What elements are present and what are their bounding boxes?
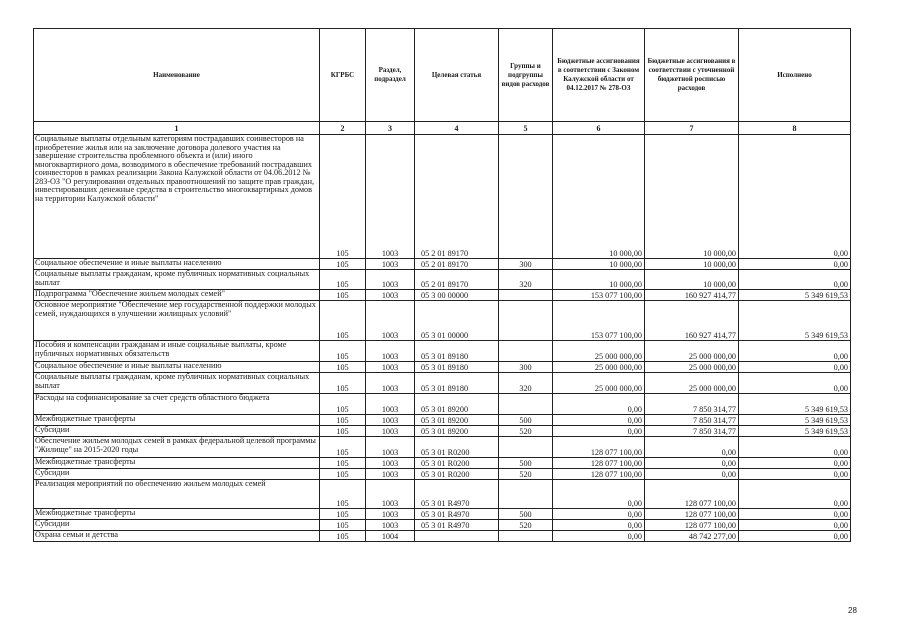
row-razdel: 1003 — [366, 301, 415, 341]
row-utochnennaya-amount: 48 742 277,00 — [645, 531, 739, 542]
row-celevaya-statya: 05 3 01 R4970 — [415, 509, 499, 520]
table-row — [34, 270, 851, 290]
row-ispolneno-amount: 0,00 — [739, 437, 851, 458]
row-ispolneno-amount: 5 349 619,53 — [739, 290, 851, 301]
table-row — [34, 394, 851, 415]
row-zakon-amount: 0,00 — [553, 426, 645, 437]
table-body — [34, 135, 851, 542]
row-utochnennaya-amount: 128 077 100,00 — [645, 480, 739, 509]
row-name: Подпрограмма "Обеспечение жильем молодых семей" — [34, 290, 320, 301]
row-kgrbs: 105 — [320, 373, 366, 394]
row-name: Социальное обеспечение и иные выплаты населению — [34, 362, 320, 373]
row-utochnennaya-amount: 25 000 000,00 — [645, 373, 739, 394]
column-number: 8 — [739, 122, 851, 135]
row-zakon-amount: 10 000,00 — [553, 135, 645, 259]
row-ispolneno-amount: 0,00 — [739, 520, 851, 531]
column-number: 4 — [415, 122, 499, 135]
row-vid-raskhodov: 520 — [499, 520, 553, 531]
row-celevaya-statya: 05 3 00 00000 — [415, 290, 499, 301]
row-kgrbs: 105 — [320, 520, 366, 531]
row-vid-raskhodov: 520 — [499, 469, 553, 480]
row-ispolneno-amount: 5 349 619,53 — [739, 301, 851, 341]
row-ispolneno-amount: 0,00 — [739, 135, 851, 259]
row-vid-raskhodov — [499, 341, 553, 362]
header-celevaya: Целевая статья — [415, 29, 499, 122]
row-name: Социальные выплаты гражданам, кроме публичных нормативных социальных выплат — [34, 270, 320, 290]
row-vid-raskhodov — [499, 290, 553, 301]
row-kgrbs: 105 — [320, 394, 366, 415]
row-vid-raskhodov — [499, 480, 553, 509]
row-ispolneno-amount: 0,00 — [739, 509, 851, 520]
column-number: 6 — [553, 122, 645, 135]
row-celevaya-statya: 05 3 01 89180 — [415, 362, 499, 373]
row-zakon-amount: 0,00 — [553, 509, 645, 520]
row-ispolneno-amount: 0,00 — [739, 480, 851, 509]
row-zakon-amount: 153 077 100,00 — [553, 290, 645, 301]
row-vid-raskhodov: 500 — [499, 415, 553, 426]
row-celevaya-statya: 05 3 01 R0200 — [415, 469, 499, 480]
row-kgrbs: 105 — [320, 509, 366, 520]
row-vid-raskhodov: 500 — [499, 458, 553, 469]
row-celevaya-statya: 05 3 01 89180 — [415, 373, 499, 394]
table-row — [34, 531, 851, 542]
row-razdel: 1003 — [366, 458, 415, 469]
row-kgrbs: 105 — [320, 270, 366, 290]
header-ispolneno: Исполнено — [739, 29, 851, 122]
row-kgrbs: 105 — [320, 259, 366, 270]
row-utochnennaya-amount: 128 077 100,00 — [645, 509, 739, 520]
row-celevaya-statya: 05 3 01 R4970 — [415, 520, 499, 531]
budget-table-sheet — [33, 28, 851, 542]
row-utochnennaya-amount: 0,00 — [645, 458, 739, 469]
row-zakon-amount: 128 077 100,00 — [553, 437, 645, 458]
row-razdel: 1003 — [366, 520, 415, 531]
row-ispolneno-amount: 0,00 — [739, 259, 851, 270]
row-name: Социальное обеспечение и иные выплаты населению — [34, 259, 320, 270]
row-celevaya-statya: 05 3 01 R0200 — [415, 458, 499, 469]
header-row — [34, 29, 851, 122]
row-razdel: 1003 — [366, 341, 415, 362]
row-name: Охрана семьи и детства — [34, 531, 320, 542]
row-ispolneno-amount: 0,00 — [739, 531, 851, 542]
table-row — [34, 290, 851, 301]
row-ispolneno-amount: 5 349 619,53 — [739, 394, 851, 415]
row-zakon-amount: 153 077 100,00 — [553, 301, 645, 341]
row-razdel: 1003 — [366, 394, 415, 415]
row-vid-raskhodov: 500 — [499, 509, 553, 520]
row-celevaya-statya: 05 3 01 R4970 — [415, 480, 499, 509]
column-number: 1 — [34, 122, 320, 135]
row-utochnennaya-amount: 10 000,00 — [645, 135, 739, 259]
table-row — [34, 301, 851, 341]
header-vid: Группы и подгруппы видов расходов — [499, 29, 553, 122]
row-razdel: 1003 — [366, 426, 415, 437]
row-utochnennaya-amount: 7 850 314,77 — [645, 426, 739, 437]
row-utochnennaya-amount: 7 850 314,77 — [645, 394, 739, 415]
row-vid-raskhodov — [499, 437, 553, 458]
table-row — [34, 437, 851, 458]
table-row — [34, 373, 851, 394]
row-celevaya-statya: 05 2 01 89170 — [415, 135, 499, 259]
row-zakon-amount: 25 000 000,00 — [553, 341, 645, 362]
row-zakon-amount: 0,00 — [553, 394, 645, 415]
row-razdel: 1003 — [366, 290, 415, 301]
column-number: 2 — [320, 122, 366, 135]
row-celevaya-statya: 05 2 01 89170 — [415, 270, 499, 290]
table-row — [34, 415, 851, 426]
table-row — [34, 135, 851, 259]
table-row — [34, 520, 851, 531]
row-zakon-amount: 25 000 000,00 — [553, 362, 645, 373]
column-number-row — [34, 122, 851, 135]
table-row — [34, 469, 851, 480]
row-name: Социальные выплаты отдельным категориям пострадавших соинвесторов на приобретение жилья или на заключение договора долевого участия на завершение строительства проблемного объекта и (или) иного многоквартирного дома, возводимого в обеспечение требований пострадавших соинвесторов в рамках реализации Закона Калужской области от 04.06.2012 № 283-ОЗ "О регулировании отдельных правоотношений по защите прав граждан, инвестировавших денежные средства в строительство многоквартирных домов на территории Калужской области" — [34, 135, 320, 259]
row-celevaya-statya — [415, 531, 499, 542]
row-zakon-amount: 0,00 — [553, 480, 645, 509]
row-name: Межбюджетные трансферты — [34, 509, 320, 520]
row-razdel: 1003 — [366, 415, 415, 426]
row-utochnennaya-amount: 160 927 414,77 — [645, 290, 739, 301]
column-number: 3 — [366, 122, 415, 135]
row-name: Основное мероприятие "Обеспечение мер государственной поддержки молодых семей, нуждающихся в улучшении жилищных условий" — [34, 301, 320, 341]
row-razdel: 1003 — [366, 259, 415, 270]
row-zakon-amount: 25 000 000,00 — [553, 373, 645, 394]
row-vid-raskhodov: 300 — [499, 259, 553, 270]
row-vid-raskhodov: 320 — [499, 270, 553, 290]
row-kgrbs: 105 — [320, 480, 366, 509]
row-kgrbs: 105 — [320, 362, 366, 373]
row-ispolneno-amount: 5 349 619,53 — [739, 426, 851, 437]
header-name: Наименование — [34, 29, 320, 122]
row-ispolneno-amount: 5 349 619,53 — [739, 415, 851, 426]
row-zakon-amount: 0,00 — [553, 531, 645, 542]
row-utochnennaya-amount: 7 850 314,77 — [645, 415, 739, 426]
row-razdel: 1003 — [366, 480, 415, 509]
row-kgrbs: 105 — [320, 437, 366, 458]
column-number: 7 — [645, 122, 739, 135]
row-kgrbs: 105 — [320, 531, 366, 542]
row-zakon-amount: 0,00 — [553, 520, 645, 531]
row-zakon-amount: 128 077 100,00 — [553, 458, 645, 469]
row-name: Реализация мероприятий по обеспечению жильем молодых семей — [34, 480, 320, 509]
table-row — [34, 458, 851, 469]
row-razdel: 1004 — [366, 531, 415, 542]
row-name: Пособия и компенсации гражданам и иные социальные выплаты, кроме публичных нормативных обязательств — [34, 341, 320, 362]
row-razdel: 1003 — [366, 469, 415, 480]
row-ispolneno-amount: 0,00 — [739, 341, 851, 362]
row-utochnennaya-amount: 160 927 414,77 — [645, 301, 739, 341]
row-name: Расходы на софинансирование за счет средств областного бюджета — [34, 394, 320, 415]
row-name: Субсидии — [34, 469, 320, 480]
row-kgrbs: 105 — [320, 426, 366, 437]
row-vid-raskhodov — [499, 301, 553, 341]
row-kgrbs: 105 — [320, 341, 366, 362]
budget-execution-table — [33, 28, 851, 542]
row-ispolneno-amount: 0,00 — [739, 458, 851, 469]
table-row — [34, 259, 851, 270]
row-vid-raskhodov: 520 — [499, 426, 553, 437]
table-row — [34, 362, 851, 373]
row-zakon-amount: 128 077 100,00 — [553, 469, 645, 480]
row-utochnennaya-amount: 128 077 100,00 — [645, 520, 739, 531]
row-name: Социальные выплаты гражданам, кроме публичных нормативных социальных выплат — [34, 373, 320, 394]
row-zakon-amount: 0,00 — [553, 415, 645, 426]
row-ispolneno-amount: 0,00 — [739, 469, 851, 480]
row-razdel: 1003 — [366, 373, 415, 394]
row-celevaya-statya: 05 3 01 00000 — [415, 301, 499, 341]
row-celevaya-statya: 05 3 01 89200 — [415, 394, 499, 415]
header-utoch: Бюджетные ассигнования в соответствии с уточненной бюджетной росписью расходов — [645, 29, 739, 122]
row-kgrbs: 105 — [320, 301, 366, 341]
row-celevaya-statya: 05 3 01 89180 — [415, 341, 499, 362]
table-row — [34, 341, 851, 362]
row-name: Субсидии — [34, 520, 320, 531]
row-vid-raskhodov: 320 — [499, 373, 553, 394]
row-zakon-amount: 10 000,00 — [553, 259, 645, 270]
row-vid-raskhodov — [499, 394, 553, 415]
row-name: Межбюджетные трансферты — [34, 458, 320, 469]
row-utochnennaya-amount: 25 000 000,00 — [645, 341, 739, 362]
row-vid-raskhodov — [499, 531, 553, 542]
row-celevaya-statya: 05 3 01 89200 — [415, 426, 499, 437]
row-kgrbs: 105 — [320, 458, 366, 469]
row-razdel: 1003 — [366, 135, 415, 259]
row-kgrbs: 105 — [320, 135, 366, 259]
row-utochnennaya-amount: 0,00 — [645, 437, 739, 458]
row-razdel: 1003 — [366, 362, 415, 373]
row-utochnennaya-amount: 10 000,00 — [645, 270, 739, 290]
row-name: Обеспечение жильем молодых семей в рамках федеральной целевой программы "Жилище" на 2015-2020 годы — [34, 437, 320, 458]
header-zakon: Бюджетные ассигнования в соответствии с Законом Калужской области от 04.12.2017 № 278-ОЗ — [553, 29, 645, 122]
header-razdel: Раздел, подраздел — [366, 29, 415, 122]
row-razdel: 1003 — [366, 509, 415, 520]
header-kgrbs: КГРБС — [320, 29, 366, 122]
row-name: Субсидии — [34, 426, 320, 437]
row-vid-raskhodov: 300 — [499, 362, 553, 373]
row-razdel: 1003 — [366, 270, 415, 290]
row-ispolneno-amount: 0,00 — [739, 270, 851, 290]
table-row — [34, 509, 851, 520]
row-ispolneno-amount: 0,00 — [739, 362, 851, 373]
row-name: Межбюджетные трансферты — [34, 415, 320, 426]
row-vid-raskhodov — [499, 135, 553, 259]
table-row — [34, 480, 851, 509]
row-kgrbs: 105 — [320, 415, 366, 426]
row-razdel: 1003 — [366, 437, 415, 458]
table-row — [34, 426, 851, 437]
row-celevaya-statya: 05 3 01 89200 — [415, 415, 499, 426]
column-number: 5 — [499, 122, 553, 135]
row-ispolneno-amount: 0,00 — [739, 373, 851, 394]
row-celevaya-statya: 05 3 01 R0200 — [415, 437, 499, 458]
row-kgrbs: 105 — [320, 290, 366, 301]
row-utochnennaya-amount: 0,00 — [645, 469, 739, 480]
row-utochnennaya-amount: 10 000,00 — [645, 259, 739, 270]
page-number: 28 — [848, 606, 857, 615]
row-zakon-amount: 10 000,00 — [553, 270, 645, 290]
row-kgrbs: 105 — [320, 469, 366, 480]
row-celevaya-statya: 05 2 01 89170 — [415, 259, 499, 270]
row-utochnennaya-amount: 25 000 000,00 — [645, 362, 739, 373]
